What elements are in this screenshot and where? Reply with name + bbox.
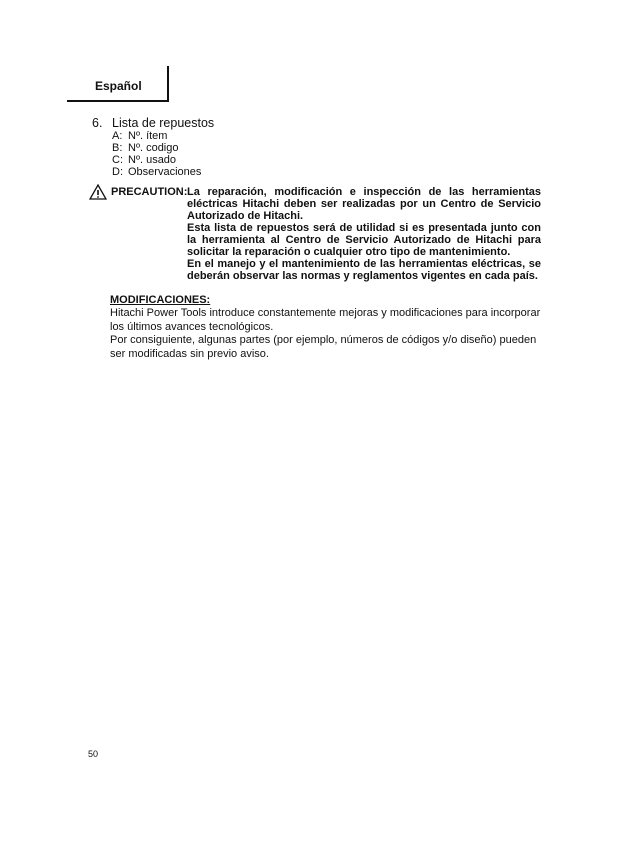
caution-heading bbox=[89, 184, 187, 200]
modifications-paragraph: Hitachi Power Tools introduce constantemente mejoras y modificaciones para incorporar los últimos avances tecnológicos. bbox=[110, 307, 541, 333]
legend-text: Nº. codigo bbox=[128, 142, 179, 154]
legend-item bbox=[112, 130, 214, 142]
section-number: 6. bbox=[92, 116, 103, 130]
modifications-paragraph: Por consiguiente, algunas partes (por ejemplo, números de códigos y/o diseño) pueden ser modificadas sin previo aviso. bbox=[110, 334, 537, 360]
parts-list-section bbox=[92, 116, 214, 178]
legend-item bbox=[112, 154, 214, 166]
modifications-heading: MODIFICACIONES: bbox=[110, 294, 211, 306]
language-tab bbox=[67, 66, 169, 102]
section-title: Lista de repuestos bbox=[112, 116, 215, 130]
language-tab-label: Español bbox=[95, 79, 142, 93]
legend-letter: B: bbox=[112, 142, 123, 154]
caution-paragraph: En el manejo y el mantenimiento de las herramientas eléctricas, se deberán observar las normas y reglamentos vigentes en cada país. bbox=[187, 258, 541, 282]
section-heading bbox=[92, 116, 214, 130]
caution-text bbox=[187, 186, 541, 282]
caution-label: PRECAUTION: bbox=[111, 186, 188, 198]
legend-letter: C: bbox=[112, 154, 123, 166]
legend-text: Observaciones bbox=[128, 166, 202, 178]
legend-item bbox=[112, 142, 214, 154]
modifications-section bbox=[110, 294, 547, 361]
legend-letter: A: bbox=[112, 130, 123, 142]
warning-triangle-icon bbox=[89, 184, 107, 200]
legend-letter: D: bbox=[112, 166, 123, 178]
caution-paragraph: Esta lista de repuestos será de utilidad si es presentada junto con la herramienta al Centro de Servicio Autorizado de Hitachi para solicitar la reparación o cualquier otro tipo de mantenimiento. bbox=[187, 222, 541, 258]
caution-paragraph: La reparación, modificación e inspección de las herramientas eléctricas Hitachi deben ser realizadas por un Centro de Servicio Autorizado de Hitachi. bbox=[187, 186, 541, 222]
column-legend bbox=[112, 130, 214, 178]
legend-item bbox=[112, 166, 214, 178]
legend-text: Nº. usado bbox=[128, 154, 177, 166]
legend-text: Nº. ítem bbox=[128, 130, 168, 142]
page-number: 50 bbox=[88, 749, 99, 759]
